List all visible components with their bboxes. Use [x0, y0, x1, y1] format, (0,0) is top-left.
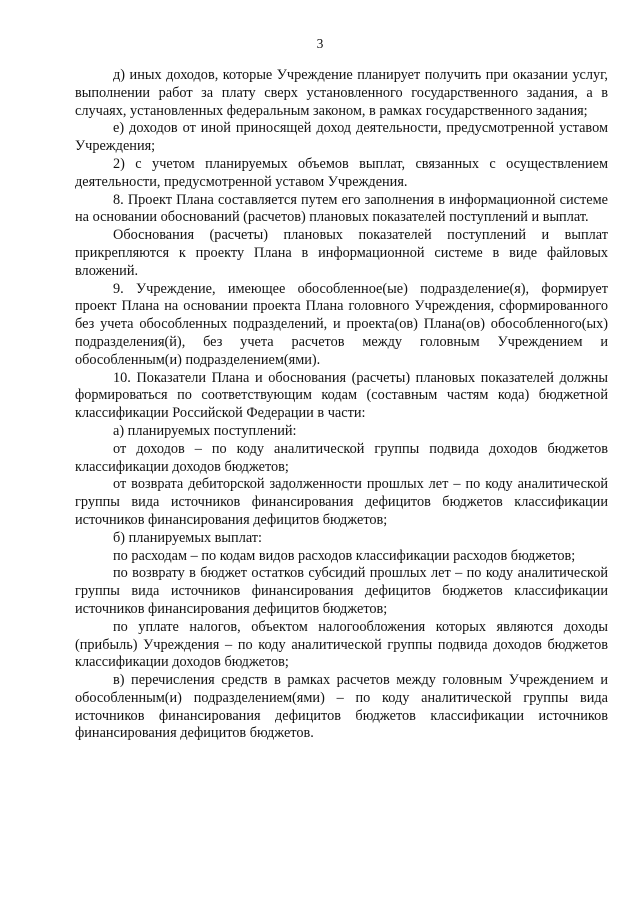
page-number: 3: [316, 36, 324, 51]
document-body: [75, 67, 608, 743]
paragraph-by-expenses: по расходам – по кодам видов расходов классификации расходов бюджетов;: [113, 547, 576, 564]
paragraph-e-other-activity-income: е) доходов от иной приносящей доход деятельности, предусмотренной уставом Учреждения;: [75, 120, 608, 155]
paragraph-d-other-income: д) иных доходов, которые Учреждение планирует получить при оказании услуг, выполнении работ за плату сверх установленного государственного задания, а в случаях, установленных федеральным законом, в рамках государственного задания;: [75, 67, 608, 119]
paragraph-10-budget-classification: 10. Показатели Плана и обоснования (расчеты) плановых показателей должны формироваться по соответствующим кодам (составным частям кода) бюджетной классификации Российской Федерации в части:: [75, 369, 608, 422]
paragraph-by-subsidy-return: по возврату в бюджет остатков субсидий прошлых лет – по коду аналитической группы вида источников финансирования дефицитов бюджетов классификации источников финансирования дефицитов бюджетов;: [75, 565, 608, 617]
paragraph-b-planned-payments: б) планируемых выплат:: [113, 529, 263, 546]
paragraph-9-separate-divisions: 9. Учреждение, имеющее обособленное(ые) подразделение(я), формирует проект Плана на основании проекта Плана головного Учреждения, сформированного без учета обособленных подразделений, и проекта(ов) Плана(ов) обособленного(ых) подразделения(й), без учета расчетов между головным Учреждением и обособленным(и) подразделением(ями).: [75, 280, 608, 368]
paragraph-justifications-attached: Обоснования (расчеты) плановых показателей поступлений и выплат прикрепляются к проекту Плана в информационной системе в виде файловых вложений.: [75, 227, 608, 279]
paragraph-by-tax-payment: по уплате налогов, объектом налогообложения которых являются доходы (прибыль) Учреждения – по коду аналитической группы подвида доходов бюджетов классификации доходов бюджетов;: [75, 618, 608, 671]
paragraph-8-plan-draft: 8. Проект Плана составляется путем его заполнения в информационной системе на основании обоснований (расчетов) плановых показателей поступлений и выплат.: [75, 191, 608, 226]
paragraph-a-planned-receipts: а) планируемых поступлений:: [113, 422, 297, 439]
paragraph-from-receivables-return: от возврата дебиторской задолженности прошлых лет – по коду аналитической группы вида источников финансирования дефицитов бюджетов классификации источников финансирования дефицитов бюджетов;: [75, 476, 608, 528]
paragraph-2-planned-payments: 2) с учетом планируемых объемов выплат, связанных с осуществлением деятельности, предусмотренной уставом Учреждения.: [75, 155, 608, 190]
paragraph-v-transfers: в) перечисления средств в рамках расчетов между головным Учреждением и обособленным(и) подразделением(ями) – по коду аналитической группы вида источников финансирования дефицитов бюджетов классификации источников финансирования дефицитов бюджетов.: [75, 672, 608, 742]
paragraph-from-income: от доходов – по коду аналитической группы подвида доходов бюджетов классификации доходов бюджетов;: [75, 440, 608, 475]
